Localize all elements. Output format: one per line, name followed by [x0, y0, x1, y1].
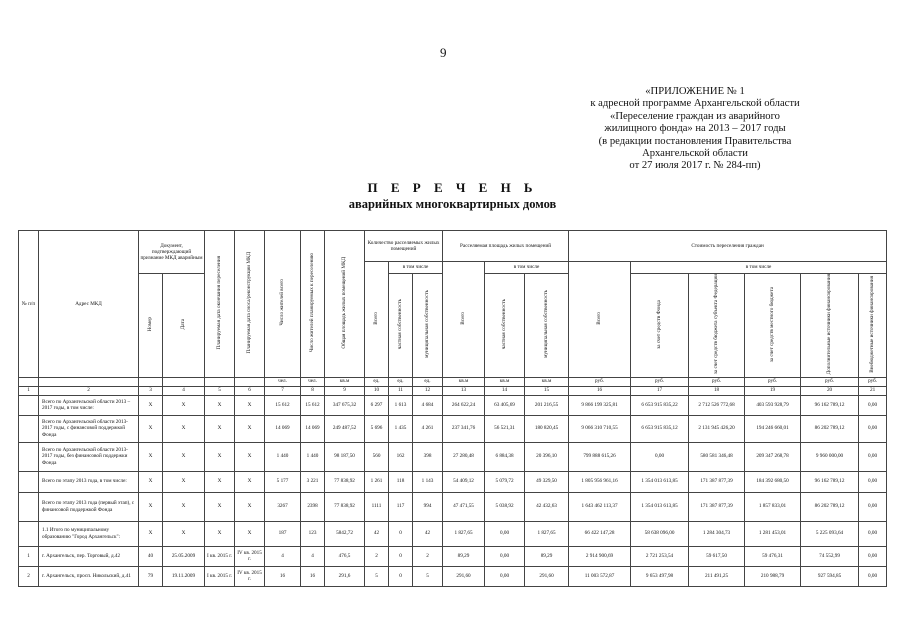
- unit-cell: руб.: [801, 377, 859, 386]
- table-cell: 2 914 900,69: [569, 546, 631, 566]
- column-number-cell: 2: [39, 386, 139, 395]
- table-cell: 77 838,92: [325, 492, 365, 521]
- header-num: № п/п: [19, 231, 39, 378]
- table-cell: 0,00: [485, 546, 525, 566]
- appendix-block: [560, 86, 830, 173]
- table-cell: 79: [139, 566, 163, 586]
- table-cell: IV кв. 2015 г.: [235, 566, 265, 586]
- table-cell: 1 354 013 613,85: [631, 492, 689, 521]
- header-count-private: частная собственность: [397, 299, 404, 350]
- table-cell: 2 131 945 426,20: [689, 415, 745, 442]
- header-local: за счет средств местного бюджета: [769, 286, 776, 362]
- table-row: [19, 471, 887, 492]
- table-cell: X: [235, 471, 265, 492]
- header-extra: Дополнительные источники финансирования: [826, 274, 833, 375]
- table-cell: 6 297: [365, 395, 389, 415]
- unit-cell: [235, 377, 265, 386]
- table-cell: 4 261: [413, 415, 443, 442]
- table-cell: 5: [365, 566, 389, 586]
- header-count-including: в том числе: [389, 262, 443, 274]
- table-cell: X: [163, 395, 205, 415]
- address-cell: Всего по Архангельской области 2013-2017 годы, с финансовой поддержкой Фонда: [39, 415, 139, 442]
- table-cell: 1 281 453,01: [745, 521, 801, 546]
- table-cell: 123: [301, 521, 325, 546]
- table-cell: X: [235, 395, 265, 415]
- unit-cell: ед.: [389, 377, 413, 386]
- unit-cell: руб.: [745, 377, 801, 386]
- table-cell: 59 617,50: [689, 546, 745, 566]
- address-cell: Всего по Архангельской области 2013 – 2017 годы, в том числе:: [39, 395, 139, 415]
- table-cell: 162: [389, 442, 413, 471]
- header-count-group: Количество расселяемых жилых помещений: [365, 231, 443, 262]
- table-cell: X: [205, 492, 235, 521]
- table-cell: [19, 442, 39, 471]
- unit-cell: [39, 377, 139, 386]
- table-cell: X: [205, 521, 235, 546]
- table-cell: 74 552,99: [801, 546, 859, 566]
- table-cell: 476,5: [325, 546, 365, 566]
- unit-cell: [19, 377, 39, 386]
- table-cell: 1 354 013 613,85: [631, 471, 689, 492]
- table-cell: 1 284 304,73: [689, 521, 745, 546]
- unit-cell: кв.м: [325, 377, 365, 386]
- table-cell: 40: [139, 546, 163, 566]
- table-body: [19, 395, 887, 586]
- table-cell: 0,00: [485, 566, 525, 586]
- column-number-cell: 11: [389, 386, 413, 395]
- column-number-cell: 3: [139, 386, 163, 395]
- column-number-cell: 4: [163, 386, 205, 395]
- table-row: [19, 521, 887, 546]
- column-number-cell: 10: [365, 386, 389, 395]
- document-title: П Е Р Е Ч Е Н Ь: [367, 180, 538, 195]
- column-number-cell: 5: [205, 386, 235, 395]
- table-cell: 560: [365, 442, 389, 471]
- houses-table: [18, 230, 887, 587]
- table-cell: 398: [413, 442, 443, 471]
- header-nonbudget: Внебюджетные источники финансирования: [869, 275, 876, 373]
- table-cell: 171 387 877,39: [689, 471, 745, 492]
- table-cell: 0: [389, 521, 413, 546]
- table-cell: 249 487,52: [325, 415, 365, 442]
- table-cell: 0,00: [859, 521, 887, 546]
- table-cell: 86 202 789,12: [801, 492, 859, 521]
- header-area-private: частная собственность: [501, 299, 508, 350]
- address-cell: г. Архангельск, просп. Никольский, д.41: [39, 566, 139, 586]
- table-cell: I кв. 2015 г.: [205, 566, 235, 586]
- unit-cell: кв.м: [525, 377, 569, 386]
- column-number-cell: 8: [301, 386, 325, 395]
- table-cell: 9 653 497,98: [631, 566, 689, 586]
- table-cell: 0,00: [859, 442, 887, 471]
- table-cell: X: [139, 415, 163, 442]
- table-cell: X: [139, 521, 163, 546]
- column-number-cell: 20: [801, 386, 859, 395]
- table-cell: X: [139, 395, 163, 415]
- table-cell: 291,60: [525, 566, 569, 586]
- table-cell: 3 221: [301, 471, 325, 492]
- table-cell: 0,00: [859, 471, 887, 492]
- unit-cell: ед.: [365, 377, 389, 386]
- table-cell: 96 162 789,12: [801, 471, 859, 492]
- table-cell: 1 827,65: [525, 521, 569, 546]
- table-cell: 11 003 572,87: [569, 566, 631, 586]
- appendix-line: «Переселение граждан из аварийного: [610, 110, 780, 122]
- table-cell: 20 396,10: [525, 442, 569, 471]
- table-cell: 1 143: [413, 471, 443, 492]
- column-number-cell: 14: [485, 386, 525, 395]
- unit-cell: чел.: [301, 377, 325, 386]
- table-cell: 5: [413, 566, 443, 586]
- table-row: [19, 546, 887, 566]
- table-cell: 194 246 660,01: [745, 415, 801, 442]
- column-number-cell: 9: [325, 386, 365, 395]
- appendix-line: к адресной программе Архангельской области: [590, 98, 800, 110]
- table-cell: 59 476,31: [745, 546, 801, 566]
- unit-cell: [163, 377, 205, 386]
- table-cell: 42 432,63: [525, 492, 569, 521]
- table-cell: X: [163, 471, 205, 492]
- table-cell: [19, 492, 39, 521]
- unit-cell: кв.м: [443, 377, 485, 386]
- table-cell: 98 187,50: [325, 442, 365, 471]
- table-cell: X: [235, 442, 265, 471]
- header-document: Документ, подтверждающий признание МКД аварийным: [139, 231, 205, 274]
- address-cell: 1.1 Итого по муниципальному образованию "Город Архангельск":: [39, 521, 139, 546]
- table-cell: 25.05.2009: [163, 546, 205, 566]
- table-cell: 927 594,85: [801, 566, 859, 586]
- table-cell: 1 805 956 961,16: [569, 471, 631, 492]
- table-cell: 9 866 199 325,81: [569, 395, 631, 415]
- table-cell: [19, 415, 39, 442]
- table-cell: X: [205, 442, 235, 471]
- table-cell: 77 838,92: [325, 471, 365, 492]
- table-cell: 0,00: [859, 546, 887, 566]
- table-cell: X: [139, 471, 163, 492]
- table-cell: 0,00: [631, 442, 689, 471]
- column-number-cell: 7: [265, 386, 301, 395]
- table-cell: 0: [389, 566, 413, 586]
- table-cell: 5 079,72: [485, 471, 525, 492]
- table-cell: 201 216,55: [525, 395, 569, 415]
- table-cell: 4 684: [413, 395, 443, 415]
- table-cell: 1 440: [301, 442, 325, 471]
- address-cell: Всего по этапу 2013 года, в том числе:: [39, 471, 139, 492]
- table-cell: X: [139, 492, 163, 521]
- table-cell: 2 712 526 772,68: [689, 395, 745, 415]
- table-cell: 56 521,31: [485, 415, 525, 442]
- table-cell: 6 653 915 835,12: [631, 415, 689, 442]
- table-cell: 2: [413, 546, 443, 566]
- column-number-cell: 19: [745, 386, 801, 395]
- table-cell: 1 261: [365, 471, 389, 492]
- table-cell: 14 069: [265, 415, 301, 442]
- table-row: [19, 492, 887, 521]
- column-number-cell: 1: [19, 386, 39, 395]
- unit-cell: руб.: [631, 377, 689, 386]
- table-cell: 264 622,24: [443, 395, 485, 415]
- table-cell: 1: [19, 546, 39, 566]
- table-row: [19, 415, 887, 442]
- table-cell: 42: [365, 521, 389, 546]
- address-cell: Всего по этапу 2013 года (первый этап), с финансовой поддержкой Фонда: [39, 492, 139, 521]
- table-cell: 0,00: [859, 395, 887, 415]
- table-cell: 6 653 915 835,22: [631, 395, 689, 415]
- table-cell: 994: [413, 492, 443, 521]
- header-cost-including: в том числе: [631, 262, 887, 274]
- table-cell: 6 884,38: [485, 442, 525, 471]
- table-cell: 89,29: [525, 546, 569, 566]
- table-cell: X: [163, 521, 205, 546]
- header-doc-number: Номер: [147, 316, 154, 332]
- table-cell: 237 341,76: [443, 415, 485, 442]
- table-cell: X: [235, 521, 265, 546]
- table-cell: 9 960 000,00: [801, 442, 859, 471]
- table-cell: 2: [19, 566, 39, 586]
- table-cell: 580 581 346,48: [689, 442, 745, 471]
- table-cell: 16: [301, 566, 325, 586]
- table-cell: 9 066 310 710,55: [569, 415, 631, 442]
- unit-cell: [139, 377, 163, 386]
- table-cell: 4: [301, 546, 325, 566]
- header-area-including: в том числе: [485, 262, 569, 274]
- header-residents-planned: Число жителей планируемых к переселению: [309, 253, 316, 353]
- unit-cell: руб.: [689, 377, 745, 386]
- table-cell: 187: [265, 521, 301, 546]
- table-cell: 66 422 147,28: [569, 521, 631, 546]
- table-row: [19, 442, 887, 471]
- appendix-line: (в редакции постановления Правительства: [598, 135, 792, 147]
- table-cell: 1 827,65: [443, 521, 485, 546]
- appendix-line: Архангельской области: [642, 148, 748, 160]
- table-cell: 1 857 833,01: [745, 492, 801, 521]
- header-planned-demolish: Планируемая дата сноса/реконструкции МКД: [246, 251, 253, 354]
- table-cell: 2: [365, 546, 389, 566]
- unit-cell: чел.: [265, 377, 301, 386]
- column-number-cell: 17: [631, 386, 689, 395]
- table-cell: 4: [265, 546, 301, 566]
- column-number-cell: 13: [443, 386, 485, 395]
- header-cost-group: Стоимость переселения граждан: [569, 231, 887, 262]
- table-cell: 3267: [265, 492, 301, 521]
- table-cell: 5842,72: [325, 521, 365, 546]
- table-cell: 0,00: [859, 566, 887, 586]
- header-area-municipal: муниципальная собственность: [543, 290, 550, 359]
- table-row: [19, 395, 887, 415]
- table-cell: X: [163, 492, 205, 521]
- units-row: [19, 377, 887, 386]
- column-number-cell: 18: [689, 386, 745, 395]
- table-cell: 0,00: [859, 415, 887, 442]
- table-cell: 42: [413, 521, 443, 546]
- table-cell: 0: [389, 546, 413, 566]
- table-cell: 118: [389, 471, 413, 492]
- table-cell: [19, 395, 39, 415]
- table-cell: X: [235, 492, 265, 521]
- table-cell: 5 696: [365, 415, 389, 442]
- header-planned-end: Планируемая дата окончания переселения: [216, 255, 223, 350]
- table-cell: [19, 471, 39, 492]
- table-cell: 1 613: [389, 395, 413, 415]
- document-subtitle: аварийных многоквартирных домов: [348, 197, 557, 211]
- table-cell: 1 440: [265, 442, 301, 471]
- appendix-line: жилищного фонда» на 2013 – 2017 годы: [604, 123, 786, 135]
- address-cell: Всего по Архангельской области 2013-2017 годы, без финансовой поддержки Фонда: [39, 442, 139, 471]
- table-cell: 799 888 615,26: [569, 442, 631, 471]
- column-number-cell: 6: [235, 386, 265, 395]
- table-cell: 19.11.2009: [163, 566, 205, 586]
- table-cell: 184 392 680,50: [745, 471, 801, 492]
- table-cell: 15 612: [265, 395, 301, 415]
- table-cell: 117: [389, 492, 413, 521]
- header-count-municipal: муниципальная собственность: [424, 290, 431, 359]
- table-cell: 96 162 789,12: [801, 395, 859, 415]
- table-cell: X: [163, 442, 205, 471]
- header-doc-date: Дата: [180, 319, 187, 330]
- table-row: [19, 566, 887, 586]
- unit-cell: [205, 377, 235, 386]
- table-cell: 291,6: [325, 566, 365, 586]
- table-cell: X: [205, 395, 235, 415]
- table-cell: 210 988,79: [745, 566, 801, 586]
- table-cell: 47 471,55: [443, 492, 485, 521]
- table-cell: 5 177: [265, 471, 301, 492]
- table-cell: 5 038,92: [485, 492, 525, 521]
- column-number-cell: 15: [525, 386, 569, 395]
- header-regional: за счет средств бюджета субъекта Федерации: [713, 274, 720, 375]
- table-cell: 209 347 268,78: [745, 442, 801, 471]
- header-area-group: Расселяемая площадь жилых помещений: [443, 231, 569, 262]
- page-number: 9: [440, 45, 447, 60]
- table-cell: 2 721 253,54: [631, 546, 689, 566]
- header-cost-total: Всего: [596, 311, 603, 325]
- table-cell: IV кв. 2015 г.: [235, 546, 265, 566]
- column-number-cell: 21: [859, 386, 887, 395]
- table-cell: 171 387 877,39: [689, 492, 745, 521]
- header-address: Адрес МКД: [39, 231, 139, 378]
- table-cell: 180 820,45: [525, 415, 569, 442]
- table-cell: 58 638 096,00: [631, 521, 689, 546]
- table-cell: 49 329,50: [525, 471, 569, 492]
- column-number-cell: 12: [413, 386, 443, 395]
- table-cell: 1 643 462 113,37: [569, 492, 631, 521]
- table-cell: X: [139, 442, 163, 471]
- table-cell: 1 435: [389, 415, 413, 442]
- table-cell: 54 409,12: [443, 471, 485, 492]
- table-cell: 14 069: [301, 415, 325, 442]
- table-cell: 347 675,32: [325, 395, 365, 415]
- table-cell: 211 491,25: [689, 566, 745, 586]
- table-cell: X: [163, 415, 205, 442]
- table-cell: 27 280,48: [443, 442, 485, 471]
- header-count-total: Всего: [373, 311, 380, 325]
- column-numbers-row: [19, 386, 887, 395]
- header-total-area: Общая площадь жилых помещений МКД: [341, 256, 348, 349]
- table-cell: 2398: [301, 492, 325, 521]
- unit-cell: кв.м: [485, 377, 525, 386]
- table-cell: I кв. 2015 г.: [205, 546, 235, 566]
- table-cell: X: [205, 471, 235, 492]
- header-area-total: Всего: [460, 311, 467, 325]
- table-cell: X: [205, 415, 235, 442]
- table-cell: 86 202 789,12: [801, 415, 859, 442]
- unit-cell: руб.: [569, 377, 631, 386]
- table-cell: [19, 521, 39, 546]
- column-number-cell: 16: [569, 386, 631, 395]
- table-cell: 15 612: [301, 395, 325, 415]
- table-cell: 16: [265, 566, 301, 586]
- table-cell: 0,00: [485, 521, 525, 546]
- unit-cell: ед.: [413, 377, 443, 386]
- table-cell: 63 405,69: [485, 395, 525, 415]
- address-cell: г. Архангельск, пер. Торговый, д.42: [39, 546, 139, 566]
- table-cell: 291,60: [443, 566, 485, 586]
- table-cell: 403 593 928,79: [745, 395, 801, 415]
- table-cell: 1111: [365, 492, 389, 521]
- unit-cell: руб.: [859, 377, 887, 386]
- appendix-line: «ПРИЛОЖЕНИЕ № 1: [645, 86, 745, 97]
- header-residents: Число жителей всего: [279, 279, 286, 326]
- table-cell: 89,29: [443, 546, 485, 566]
- appendix-line: от 27 июля 2017 г. № 284-пп): [629, 160, 761, 172]
- table-cell: X: [235, 415, 265, 442]
- table-cell: 0,00: [859, 492, 887, 521]
- header-fund: за счет средств Фонда: [656, 299, 663, 349]
- table-cell: 5 225 093,64: [801, 521, 859, 546]
